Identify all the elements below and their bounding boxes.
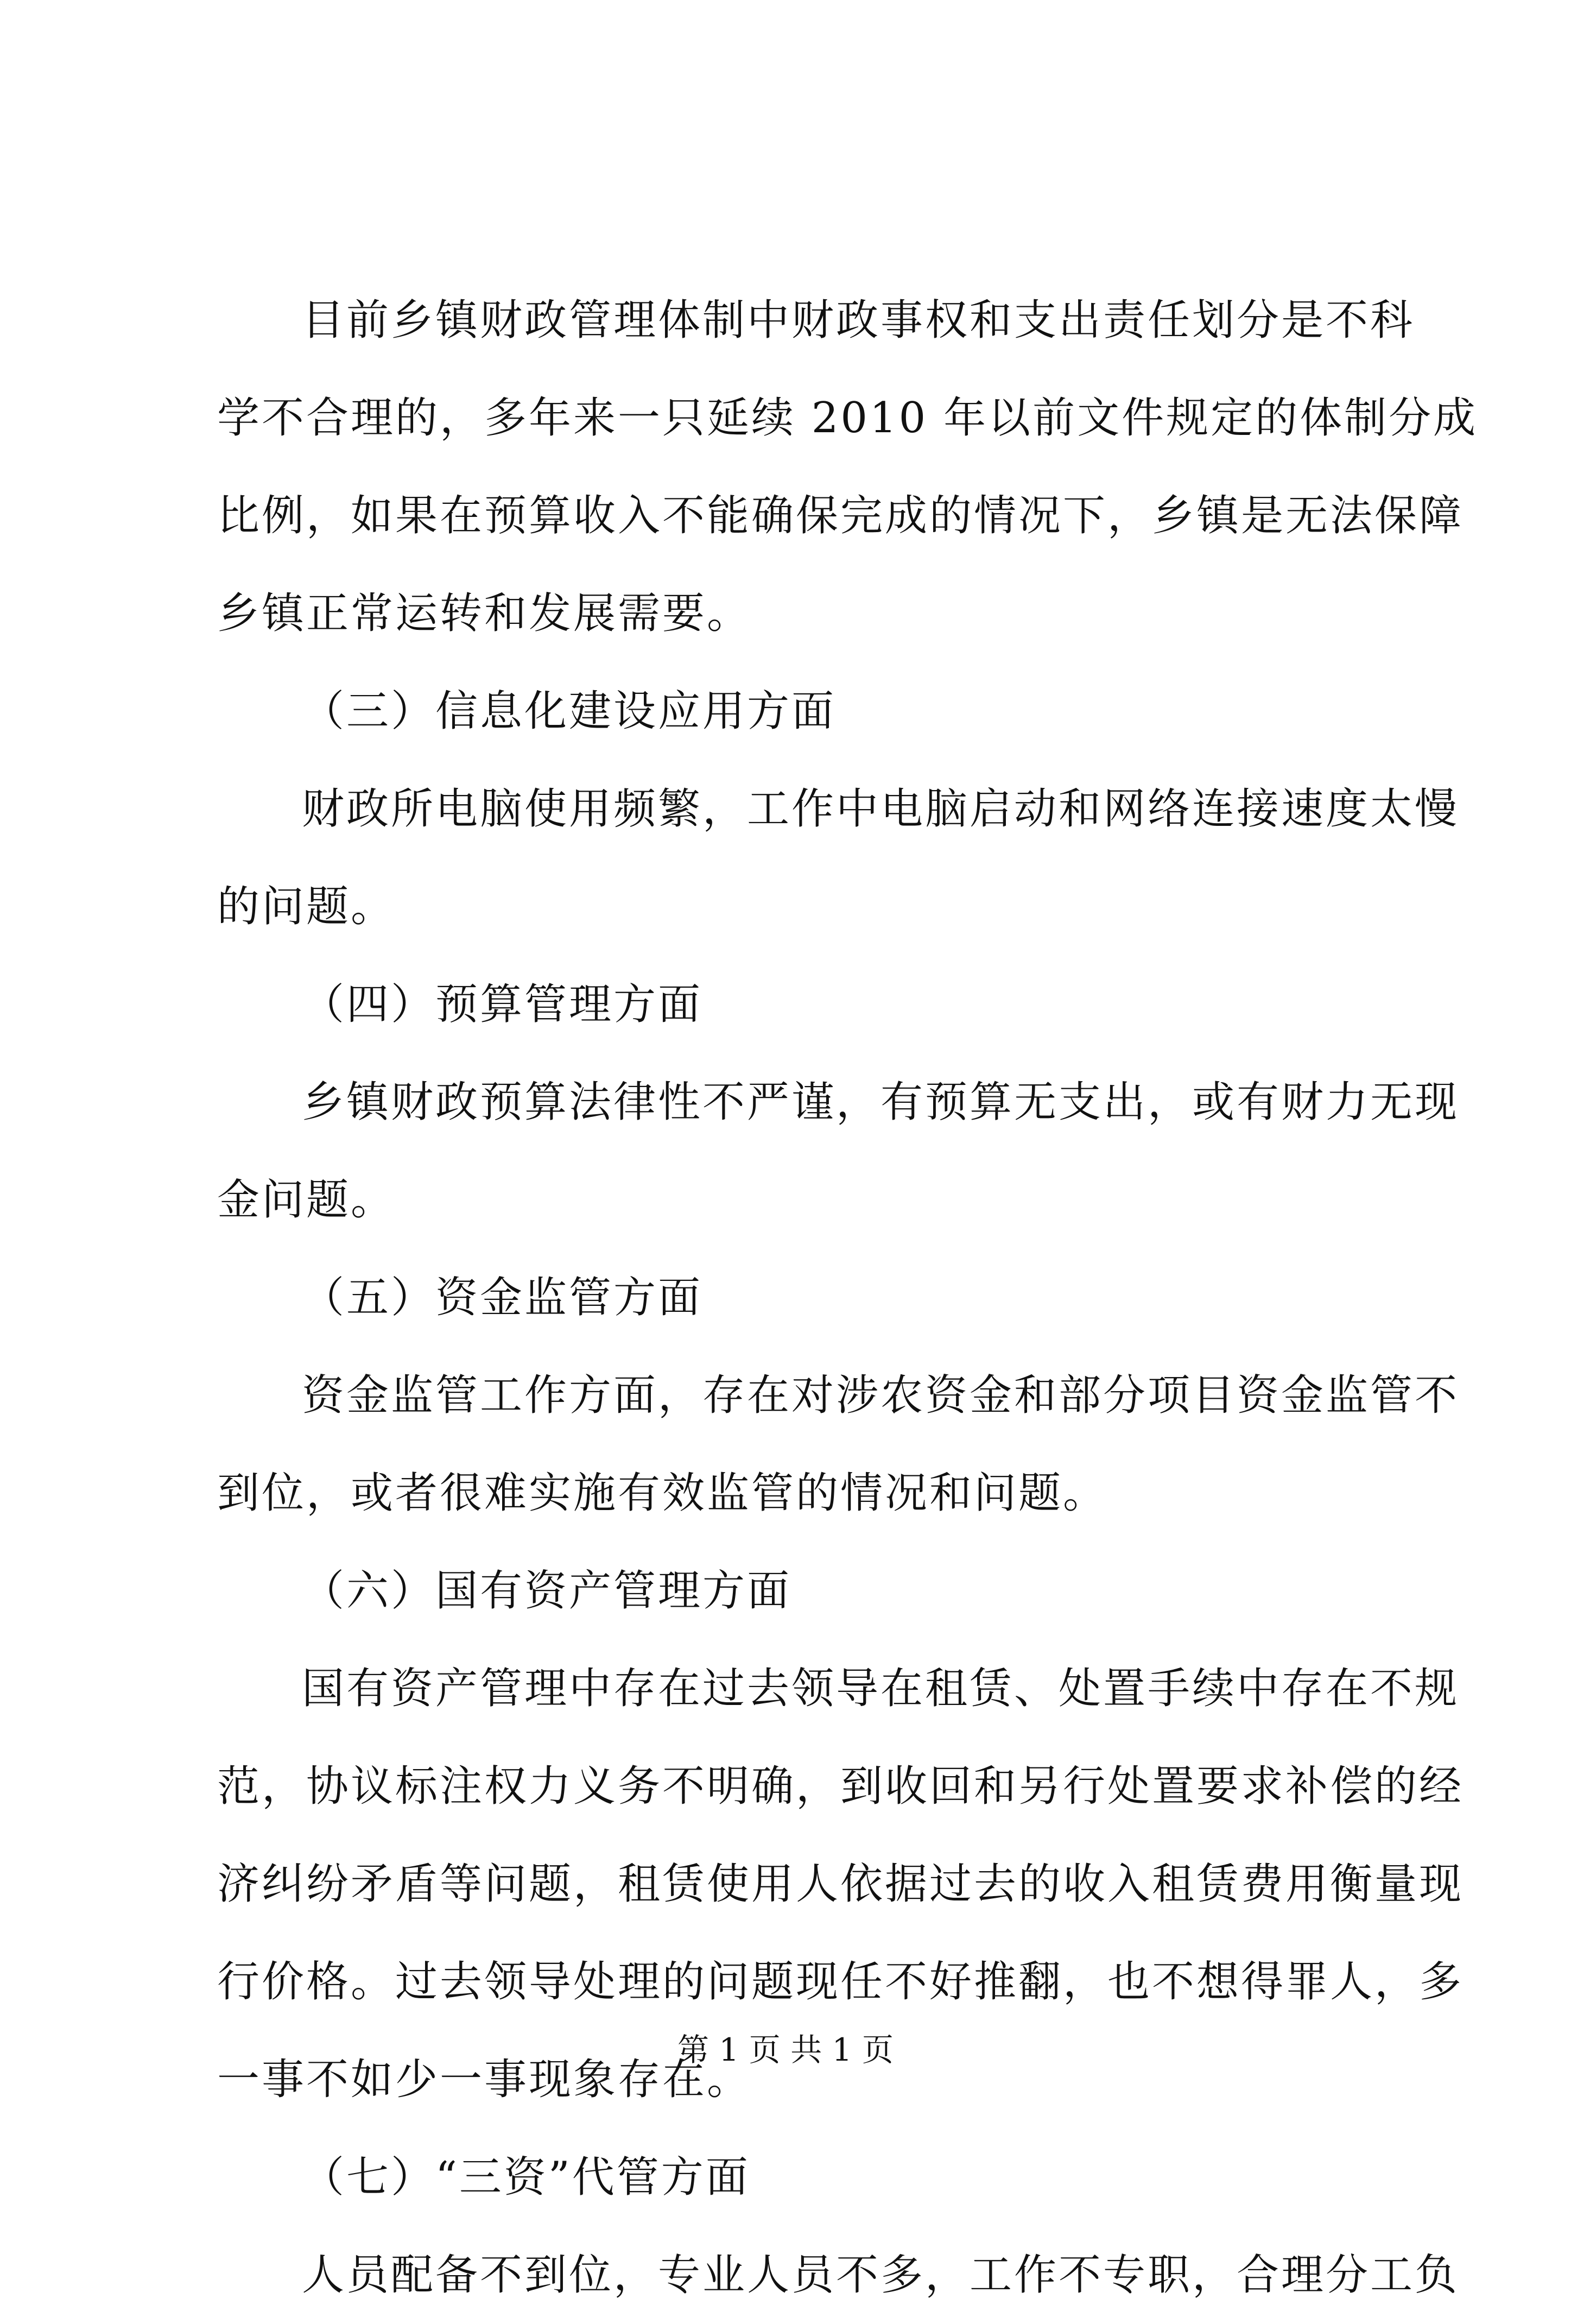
paragraph-line: 范，协议标注权力义务不明确，到收回和另行处置要求补偿的经: [217, 1762, 1464, 1811]
paragraph-line: 一事不如少一事现象存在。: [217, 2055, 752, 2104]
paragraph-line: 到位，或者很难实施有效监管的情况和问题。: [217, 1469, 1108, 1518]
paragraph-line: 行价格。过去领导处理的问题现任不好推翻，也不想得罪人，多: [217, 1957, 1464, 2006]
section-heading: （三）信息化建设应用方面: [302, 687, 837, 736]
paragraph-line: 资金监管工作方面，存在对涉农资金和部分项目资金监管不: [302, 1371, 1460, 1420]
section-heading: （四）预算管理方面: [302, 980, 703, 1029]
paragraph-line: 比例，如果在预算收入不能确保完成的情况下，乡镇是无法保障: [217, 491, 1464, 540]
paragraph-line: 人员配备不到位，专业人员不多，工作不专职，合理分工负: [302, 2251, 1460, 2300]
paragraph-line: 乡镇正常运转和发展需要。: [217, 589, 752, 638]
paragraph-line: 学不合理的，多年来一只延续 2010 年以前文件规定的体制分成: [217, 394, 1478, 443]
paragraph-line: 国有资产管理中存在过去领导在租赁、处置手续中存在不规: [302, 1664, 1460, 1713]
paragraph-line: 财政所电脑使用频繁，工作中电脑启动和网络连接速度太慢: [302, 785, 1460, 833]
page-number-footer: 第 1 页 共 1 页: [677, 2031, 894, 2068]
body-text: [217, 271, 1478, 2324]
paragraph-line: 的问题。: [217, 882, 396, 931]
paragraph-line: 济纠纷矛盾等问题，租赁使用人依据过去的收入租赁费用衡量现: [217, 1860, 1464, 1909]
paragraph-line: 目前乡镇财政管理体制中财政事权和支出责任划分是不科: [302, 296, 1415, 345]
section-heading: （六）国有资产管理方面: [302, 1567, 792, 1615]
paragraph-line: 乡镇财政预算法律性不严谨，有预算无支出，或有财力无现: [302, 1078, 1460, 1127]
section-heading: （七）“三资”代管方面: [302, 2153, 750, 2202]
section-heading: （五）资金监管方面: [302, 1273, 703, 1322]
paragraph-line: 金问题。: [217, 1176, 396, 1224]
